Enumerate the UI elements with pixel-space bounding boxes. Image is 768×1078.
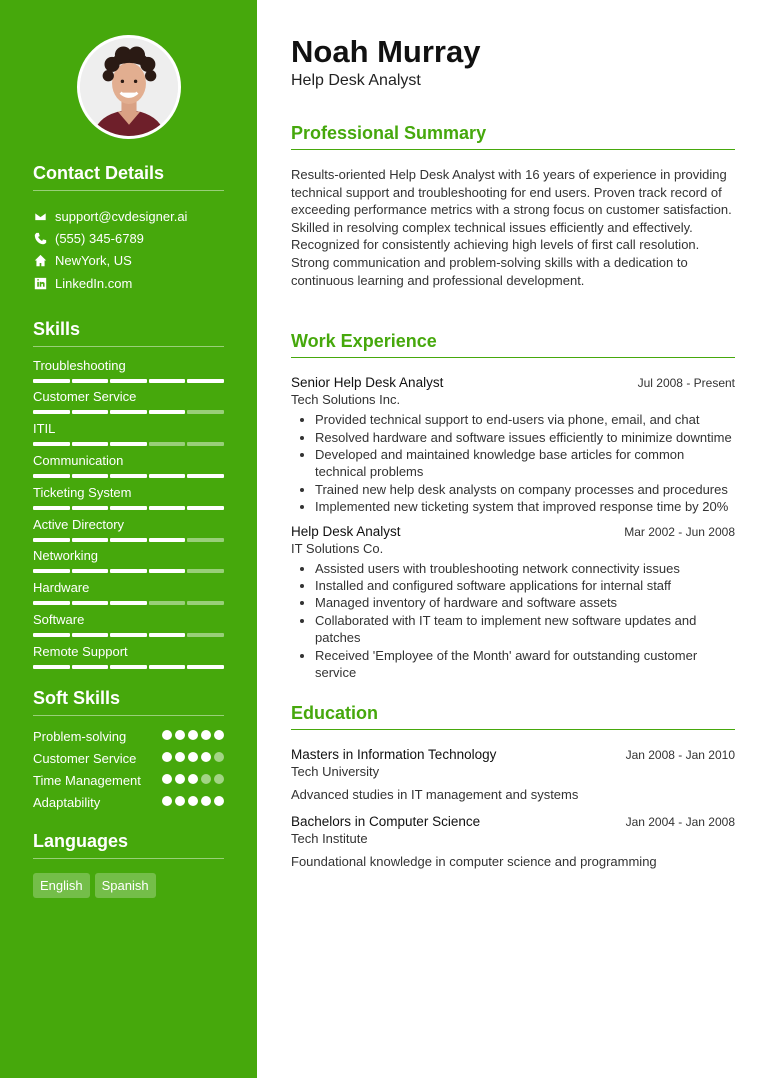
skill-level-segment xyxy=(149,506,186,510)
education-list xyxy=(291,747,735,869)
skill-label: Hardware xyxy=(33,580,90,596)
linkedin-icon xyxy=(33,276,47,290)
rating-dot xyxy=(188,752,198,762)
education-date: Jan 2008 - Jan 2010 xyxy=(625,748,735,763)
job-point: • Implemented new ticketing system that improved response time by 20% xyxy=(315,498,735,515)
skill-level-segment xyxy=(149,379,186,383)
rating-dot xyxy=(188,796,198,806)
skill-level-segment xyxy=(72,569,109,573)
skill-level-segment xyxy=(149,538,186,542)
job-company: Tech Solutions Inc. xyxy=(291,392,401,408)
education-entry xyxy=(291,814,735,869)
skill-label: Networking xyxy=(33,548,99,564)
skill-level-segment xyxy=(187,474,224,478)
skill-level-segment xyxy=(33,665,70,669)
skill-level-segment xyxy=(72,506,109,510)
summary-heading: Professional Summary xyxy=(291,123,735,150)
phone-icon xyxy=(33,232,47,246)
avatar xyxy=(77,35,181,139)
skill-label: Customer Service xyxy=(33,389,137,405)
soft-skill-rating xyxy=(162,772,224,789)
education-degree: Masters in Information Technology xyxy=(291,747,497,763)
skill-label: Software xyxy=(33,611,85,627)
job-date: Mar 2002 - Jun 2008 xyxy=(624,524,735,539)
skill-level-segment xyxy=(187,538,224,542)
skill-level-segment xyxy=(149,474,186,478)
job-date: Jul 2008 - Present xyxy=(637,376,735,391)
job-entry xyxy=(291,524,735,682)
job-point: • Collaborated with IT team to implement new software updates and patches xyxy=(315,612,735,647)
job-points xyxy=(291,411,735,515)
soft-skill-item xyxy=(33,728,224,745)
skill-level-bar xyxy=(33,506,224,510)
rating-dot xyxy=(175,796,185,806)
rating-dot xyxy=(214,730,224,740)
skill-label: Active Directory xyxy=(33,516,125,532)
envelope-icon xyxy=(33,209,47,223)
skill-level-bar xyxy=(33,665,224,669)
job-points xyxy=(291,560,735,682)
skill-item xyxy=(33,644,224,676)
avatar-photo xyxy=(80,38,178,136)
education-school: Tech University xyxy=(291,764,380,780)
rating-dot xyxy=(201,730,211,740)
soft-skill-item xyxy=(33,794,224,811)
skill-label: Communication xyxy=(33,452,124,468)
job-header xyxy=(291,375,735,390)
rating-dot xyxy=(188,730,198,740)
skill-level-segment xyxy=(72,665,109,669)
skill-level-segment xyxy=(187,379,224,383)
contact-email[interactable] xyxy=(33,205,224,227)
sidebar xyxy=(0,0,257,1078)
rating-dot xyxy=(175,730,185,740)
education-school: Tech Institute xyxy=(291,831,368,847)
soft-skill-label: Adaptability xyxy=(33,794,101,810)
soft-skill-label: Customer Service xyxy=(33,750,137,766)
skill-level-segment xyxy=(33,442,70,446)
skill-item xyxy=(33,548,224,580)
languages-heading: Languages xyxy=(33,831,224,859)
rating-dot xyxy=(162,752,172,762)
contact-linkedin[interactable] xyxy=(33,272,224,294)
skill-item xyxy=(33,517,224,549)
job-point: • Trained new help desk analysts on company processes and procedures xyxy=(315,481,735,498)
skill-item xyxy=(33,421,224,453)
skill-level-segment xyxy=(33,601,70,605)
skills-heading: Skills xyxy=(33,319,224,347)
skill-level-bar xyxy=(33,633,224,637)
skill-level-segment xyxy=(149,410,186,414)
skill-level-bar xyxy=(33,474,224,478)
skill-level-segment xyxy=(33,474,70,478)
experience-heading: Work Experience xyxy=(291,331,735,358)
skill-level-segment xyxy=(33,410,70,414)
skill-level-segment xyxy=(72,410,109,414)
main-content xyxy=(291,0,735,869)
skill-label: Ticketing System xyxy=(33,484,132,500)
skill-level-segment xyxy=(110,633,147,637)
education-description: Advanced studies in IT management and systems xyxy=(291,787,579,803)
rating-dot xyxy=(201,796,211,806)
language-tag: Spanish xyxy=(95,873,156,898)
soft-skill-item xyxy=(33,772,224,789)
job-point: • Received 'Employee of the Month' award for outstanding customer service xyxy=(315,647,735,682)
skill-level-segment xyxy=(72,601,109,605)
rating-dot xyxy=(162,796,172,806)
skill-level-segment xyxy=(187,506,224,510)
job-point: • Resolved hardware and software issues efficiently to minimize downtime xyxy=(315,429,735,446)
skill-item xyxy=(33,453,224,485)
skill-level-segment xyxy=(110,569,147,573)
rating-dot xyxy=(214,774,224,784)
skill-level-segment xyxy=(110,379,147,383)
job-header xyxy=(291,524,735,539)
skill-level-segment xyxy=(187,569,224,573)
rating-dot xyxy=(201,752,211,762)
person-title: Help Desk Analyst xyxy=(291,72,421,89)
contact-linkedin-text: LinkedIn.com xyxy=(55,275,133,291)
contact-phone-text: (555) 345-6789 xyxy=(55,231,144,247)
job-company: IT Solutions Co. xyxy=(291,540,384,556)
contact-list xyxy=(33,205,224,295)
skill-label: Troubleshooting xyxy=(33,357,126,373)
languages-list xyxy=(33,873,224,898)
job-title: Senior Help Desk Analyst xyxy=(291,375,444,391)
job-title: Help Desk Analyst xyxy=(291,523,401,539)
skill-level-bar xyxy=(33,538,224,542)
job-point: • Assisted users with troubleshooting network connectivity issues xyxy=(315,560,735,577)
contact-phone[interactable] xyxy=(33,227,224,249)
skill-level-bar xyxy=(33,410,224,414)
job-point: • Developed and maintained knowledge base articles for common technical problems xyxy=(315,446,735,481)
skill-level-segment xyxy=(149,601,186,605)
skill-level-segment xyxy=(110,601,147,605)
skill-level-segment xyxy=(72,379,109,383)
skill-level-segment xyxy=(72,474,109,478)
rating-dot xyxy=(214,752,224,762)
soft-skill-rating xyxy=(162,728,224,745)
soft-skill-item xyxy=(33,750,224,767)
soft-skill-label: Time Management xyxy=(33,772,141,788)
soft-skills-list xyxy=(33,728,224,811)
skill-level-segment xyxy=(33,506,70,510)
skill-level-segment xyxy=(149,633,186,637)
rating-dot xyxy=(214,796,224,806)
skill-item xyxy=(33,580,224,612)
skill-level-segment xyxy=(187,633,224,637)
skill-level-segment xyxy=(72,442,109,446)
skill-level-segment xyxy=(187,442,224,446)
job-point: • Managed inventory of hardware and software assets xyxy=(315,594,735,611)
skill-level-segment xyxy=(149,665,186,669)
skill-level-segment xyxy=(110,506,147,510)
skill-level-segment xyxy=(33,538,70,542)
contact-email-text: support@cvdesigner.ai xyxy=(55,208,188,224)
rating-dot xyxy=(175,774,185,784)
skill-level-segment xyxy=(110,410,147,414)
skill-item xyxy=(33,389,224,421)
education-description: Foundational knowledge in computer science and programming xyxy=(291,854,657,870)
job-entry xyxy=(291,375,735,515)
job-point: • Provided technical support to end-users via phone, email, and chat xyxy=(315,411,735,428)
rating-dot xyxy=(175,752,185,762)
skill-level-bar xyxy=(33,379,224,383)
soft-skills-heading: Soft Skills xyxy=(33,688,224,716)
skill-level-segment xyxy=(33,569,70,573)
soft-skill-rating xyxy=(162,794,224,811)
soft-skill-label: Problem-solving xyxy=(33,728,127,744)
skill-level-segment xyxy=(187,601,224,605)
skill-level-bar xyxy=(33,442,224,446)
skill-item xyxy=(33,612,224,644)
home-icon xyxy=(33,254,47,268)
contact-location-text: NewYork, US xyxy=(55,253,132,269)
education-heading: Education xyxy=(291,703,735,730)
skill-level-segment xyxy=(187,665,224,669)
skill-label: Remote Support xyxy=(33,643,128,659)
job-point: • Installed and configured software applications for internal staff xyxy=(315,577,735,594)
skill-level-segment xyxy=(187,410,224,414)
skills-list xyxy=(33,358,224,676)
rating-dot xyxy=(162,730,172,740)
rating-dot xyxy=(162,774,172,784)
education-header xyxy=(291,814,735,829)
skill-level-bar xyxy=(33,569,224,573)
skill-item xyxy=(33,485,224,517)
education-date: Jan 2004 - Jan 2008 xyxy=(625,815,735,830)
rating-dot xyxy=(188,774,198,784)
education-degree: Bachelors in Computer Science xyxy=(291,814,481,830)
summary-text: Results-oriented Help Desk Analyst with 16 years of experience in providing technical support and troubleshooting for end users. Proven track record of exceeding performance metrics with a strong focus on customer satisfaction. Skilled in resolving complex technical issues efficiently and effectively. Recognized for consistently achieving high levels of first call resolution. Strong communication and problem-solving skills with a dedication to continuous learning and professional development. xyxy=(291,167,732,288)
skill-level-segment xyxy=(149,569,186,573)
skill-level-segment xyxy=(72,538,109,542)
skill-label: ITIL xyxy=(33,421,56,437)
language-tag: English xyxy=(33,873,90,898)
contact-location xyxy=(33,250,224,272)
skill-level-bar xyxy=(33,601,224,605)
skill-level-segment xyxy=(72,633,109,637)
skill-level-segment xyxy=(149,442,186,446)
skill-level-segment xyxy=(110,474,147,478)
skill-level-segment xyxy=(110,442,147,446)
soft-skill-rating xyxy=(162,750,224,767)
skill-level-segment xyxy=(33,633,70,637)
skill-item xyxy=(33,358,224,390)
experience-list xyxy=(291,375,735,681)
person-name: Noah Murray xyxy=(291,34,481,69)
education-entry xyxy=(291,747,735,802)
contact-heading: Contact Details xyxy=(33,163,224,191)
skill-level-segment xyxy=(110,665,147,669)
skill-level-segment xyxy=(33,379,70,383)
skill-level-segment xyxy=(110,538,147,542)
education-header xyxy=(291,747,735,762)
rating-dot xyxy=(201,774,211,784)
